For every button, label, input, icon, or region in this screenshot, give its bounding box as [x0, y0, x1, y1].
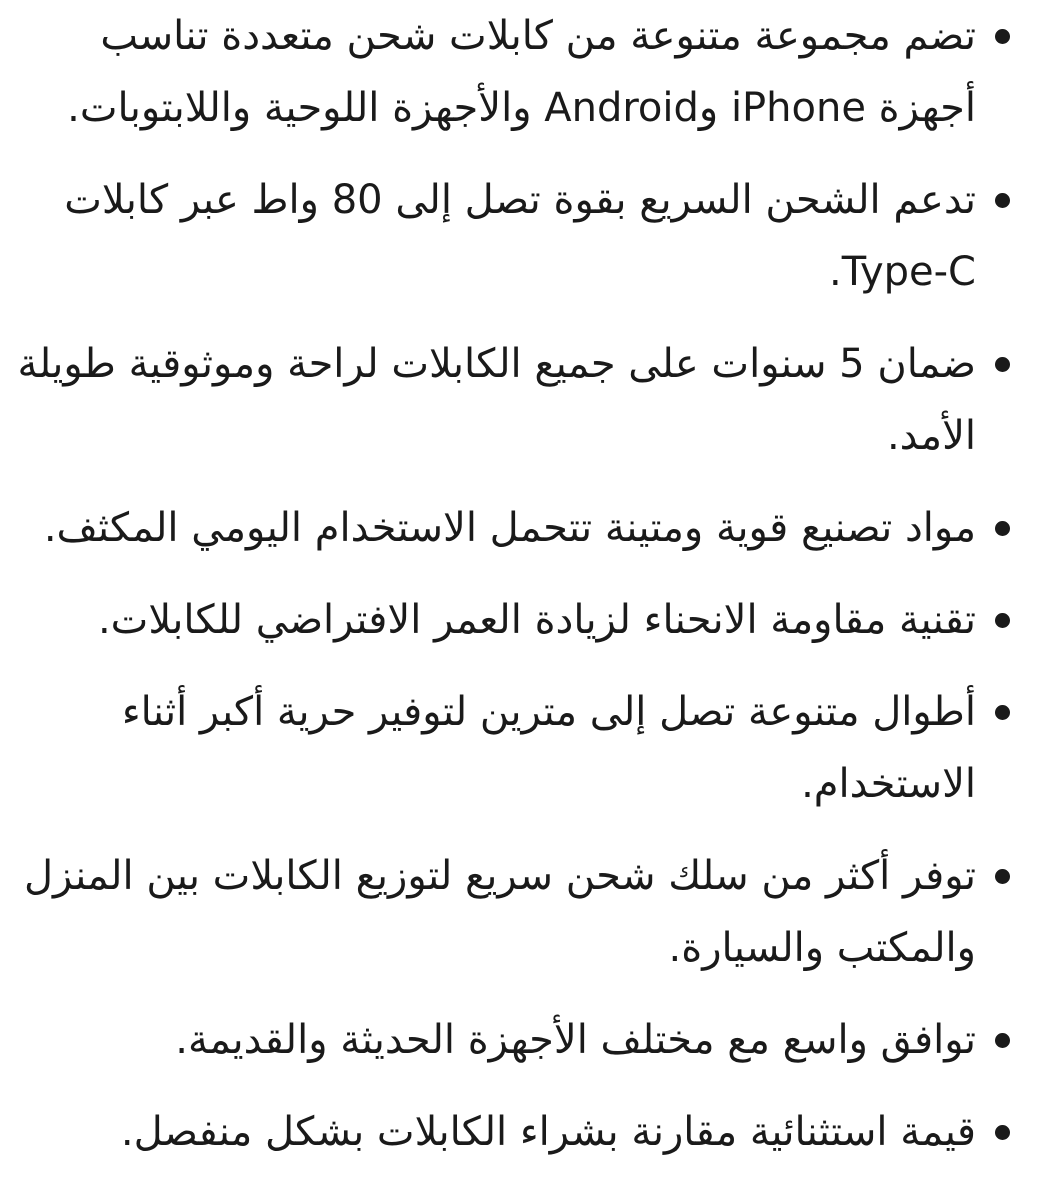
list-item-text: قيمة استثنائية مقارنة بشراء الكابلات بشكل منفصل. [120, 1109, 976, 1155]
bullet-icon [995, 869, 1010, 884]
list-item [0, 164, 1050, 308]
bullet-icon [995, 29, 1010, 44]
list-item-text: تضم مجموعة متنوعة من كابلات شحن متعددة تناسب أجهزة iPhone وAndroid والأجهزة اللوحية واللابتوبات. [67, 13, 976, 131]
list-item [0, 584, 1050, 656]
list-item-text: تقنية مقاومة الانحناء لزيادة العمر الافتراضي للكابلات. [97, 597, 976, 643]
bullet-icon [995, 705, 1010, 720]
list-item-text: مواد تصنيع قوية ومتينة تتحمل الاستخدام اليومي المكثف. [43, 505, 976, 551]
list-item-text: تدعم الشحن السريع بقوة تصل إلى 80 واط عبر كابلات Type-C. [64, 177, 976, 295]
bullet-icon [995, 613, 1010, 628]
list-item [0, 1096, 1050, 1168]
bullet-icon [995, 193, 1010, 208]
list-item-text: توافق واسع مع مختلف الأجهزة الحديثة والقديمة. [175, 1017, 976, 1063]
list-item [0, 492, 1050, 564]
bullet-icon [995, 1033, 1010, 1048]
list-item-text: أطوال متنوعة تصل إلى مترين لتوفير حرية أكبر أثناء الاستخدام. [121, 689, 976, 807]
bullet-icon [995, 357, 1010, 372]
list-item [0, 840, 1050, 984]
list-item [0, 328, 1050, 472]
list-item-text: ضمان 5 سنوات على جميع الكابلات لراحة وموثوقية طويلة الأمد. [17, 341, 976, 459]
list-item [0, 0, 1050, 144]
list-item-text: توفر أكثر من سلك شحن سريع لتوزيع الكابلات بين المنزل والمكتب والسيارة. [23, 853, 976, 971]
bullet-icon [995, 1125, 1010, 1140]
bullet-icon [995, 521, 1010, 536]
list-item [0, 676, 1050, 820]
list-item [0, 1004, 1050, 1076]
